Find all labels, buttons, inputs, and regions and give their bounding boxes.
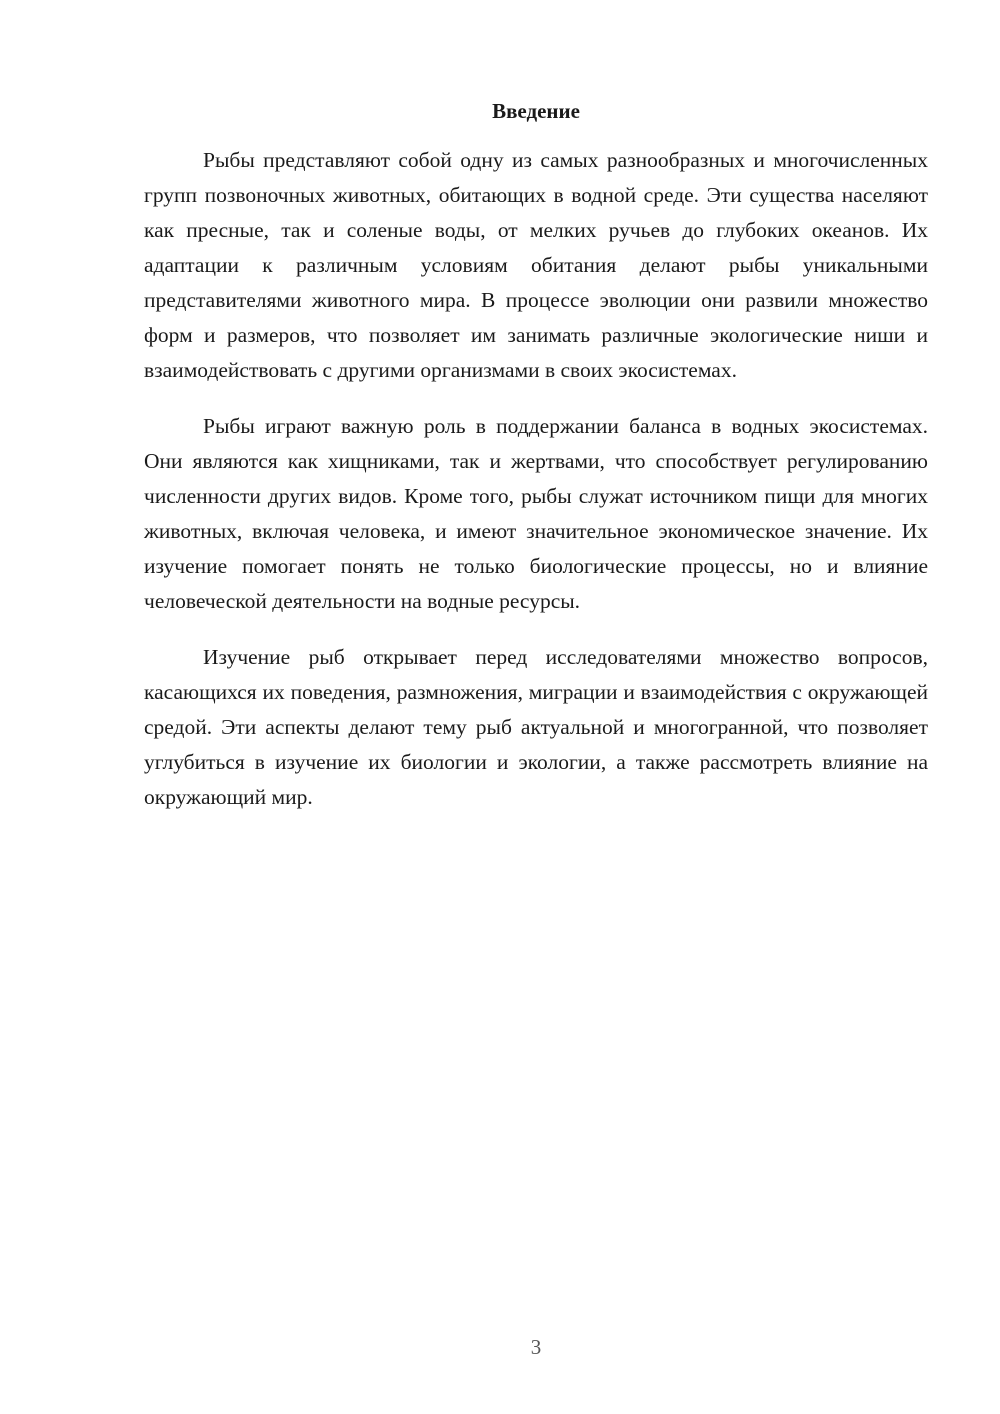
paragraph-1: Рыбы представляют собой одну из самых разнообразных и многочисленных групп позвоночных животных, обитающих в водной среде. Эти существа населяют как пресные, так и соленые воды, от мелких ручьев до глубоких океанов. Их адаптации к различным условиям обитания делают рыбы уникальными представителями животного мира. В процессе эволюции они развили множество форм и размеров, что позволяет им занимать различные экологические ниши и взаимодействовать с другими организмами в своих экосистемах.	[144, 148, 928, 382]
page-number: 3	[530, 1335, 542, 1359]
section-title: Введение	[492, 99, 580, 123]
paragraph-2: Рыбы играют важную роль в поддержании баланса в водных экосистемах. Они являются как хищниками, так и жертвами, что способствует регулированию численности других видов. Кроме того, рыбы служат источником пищи для многих животных, включая человека, и имеют значительное экономическое значение. Их изучение помогает понять не только биологические процессы, но и влияние человеческой деятельности на водные ресурсы.	[144, 414, 928, 613]
paragraph-3: Изучение рыб открывает перед исследователями множество вопросов, касающихся их поведения, размножения, миграции и взаимодействия с окружающей средой. Эти аспекты делают тему рыб актуальной и многогранной, что позволяет углубиться в изучение их биологии и экологии, а также рассмотреть влияние на окружающий мир.	[144, 645, 928, 809]
body-text	[144, 143, 928, 836]
